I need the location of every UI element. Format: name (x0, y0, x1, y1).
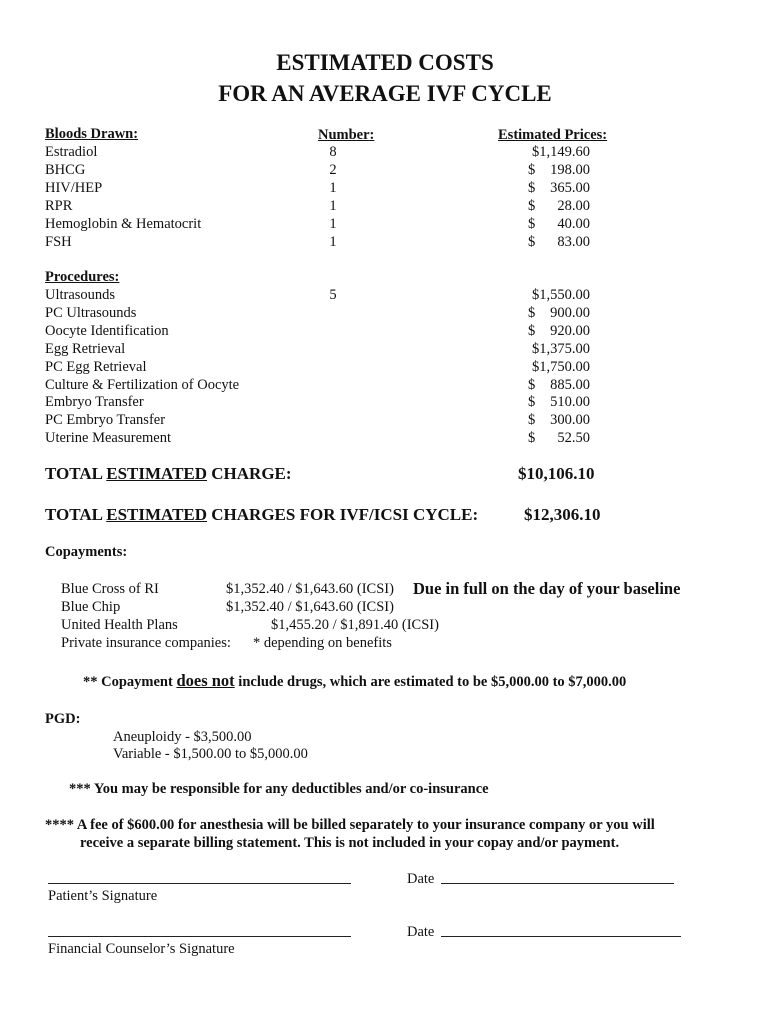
item-name: RPR (45, 197, 73, 214)
price-amount: 920.00 (550, 322, 590, 339)
counselor-signature-line[interactable] (48, 936, 351, 937)
price-amount: 52.50 (557, 430, 590, 447)
table-row (0, 162, 770, 180)
counselor-signature-label: Financial Counselor’s Signature (48, 941, 235, 957)
page-title: ESTIMATED COSTS (276, 50, 494, 75)
counselor-date-line[interactable] (441, 936, 681, 937)
date-label: Date (407, 871, 435, 887)
price-amount: $1,375.00 (532, 340, 590, 357)
bloods-header: Bloods Drawn: (45, 126, 139, 142)
table-row (0, 198, 770, 216)
copay-name: Blue Chip (61, 599, 121, 615)
price-amount: $1,750.00 (532, 358, 590, 375)
item-number: 1 (329, 179, 337, 196)
copay-value: * depending on benefits (253, 635, 392, 651)
price-amount: 885.00 (550, 376, 590, 393)
copay-name: Private insurance companies: (61, 635, 231, 651)
dollar-sign: $ (528, 179, 536, 196)
item-number: 8 (329, 144, 337, 160)
item-name: Oocyte Identification (45, 322, 169, 339)
copay-name: United Health Plans (61, 617, 178, 633)
patient-signature-label: Patient’s Signature (48, 888, 158, 904)
table-row (0, 323, 770, 341)
item-name: PC Egg Retrieval (45, 358, 147, 375)
deductibles-note: *** You may be responsible for any deductibles and/or co-insurance (69, 781, 489, 797)
item-name: Ultrasounds (45, 287, 116, 303)
pgd-variable: Variable - $1,500.00 to $5,000.00 (113, 746, 308, 762)
dollar-sign: $ (528, 197, 536, 214)
anesthesia-note-line1: **** A fee of $600.00 for anesthesia will be billed separately to your insurance company or you will (45, 817, 655, 833)
item-name: FSH (45, 233, 72, 250)
dollar-sign: $ (528, 376, 536, 393)
dollar-sign: $ (528, 215, 536, 232)
copay-drug-note: ** Copayment does not include drugs, which are estimated to be $5,000.00 to $7,000.00 (83, 671, 627, 690)
number-header: Number: (318, 127, 375, 143)
table-row (0, 234, 770, 252)
table-row (0, 305, 770, 323)
price-header: Estimated Prices: (498, 127, 608, 143)
table-row (0, 359, 770, 377)
table-row (0, 287, 770, 305)
item-name: PC Ultrasounds (45, 304, 137, 321)
anesthesia-note-line2: receive a separate billing statement. This is not included in your copay and/or payment. (80, 835, 620, 851)
page-subtitle: FOR AN AVERAGE IVF CYCLE (218, 81, 552, 106)
dollar-sign: $ (528, 322, 536, 339)
dollar-sign: $ (528, 233, 536, 250)
price-amount: $1,149.60 (532, 144, 590, 160)
price-amount: 365.00 (550, 179, 590, 196)
copay-name: Blue Cross of RI (61, 581, 159, 597)
patient-date-line[interactable] (441, 883, 674, 884)
item-name: BHCG (45, 161, 86, 178)
copay-value: $1,352.40 / $1,643.60 (ICSI) (226, 599, 394, 615)
copay-value: $1,352.40 / $1,643.60 (ICSI) (226, 581, 394, 597)
copay-value: $1,455.20 / $1,891.40 (ICSI) (271, 617, 439, 633)
table-row (0, 216, 770, 234)
total-estimated-charge-value: $10,106.10 (518, 464, 595, 483)
price-amount: 900.00 (550, 304, 590, 321)
item-name: Embryo Transfer (45, 394, 144, 411)
item-name: Culture & Fertilization of Oocyte (45, 376, 240, 393)
dollar-sign: $ (528, 394, 536, 411)
table-row (0, 341, 770, 359)
table-row (0, 377, 770, 395)
dollar-sign: $ (528, 412, 536, 429)
date-label: Date (407, 924, 435, 940)
item-number: 5 (329, 287, 337, 303)
item-name: Estradiol (45, 144, 98, 160)
item-number: 1 (329, 215, 337, 232)
procedures-header: Procedures: (45, 269, 120, 285)
copayments-header: Copayments: (45, 544, 128, 560)
price-amount: 40.00 (557, 215, 590, 232)
total-ivf-icsi-label: TOTAL ESTIMATED CHARGES FOR IVF/ICSI CYCLE: (45, 505, 479, 524)
dollar-sign: $ (528, 304, 536, 321)
price-amount: $1,550.00 (532, 287, 590, 303)
item-name: Egg Retrieval (45, 340, 126, 357)
total-estimated-charge-label: TOTAL ESTIMATED CHARGE: (45, 464, 292, 483)
item-number: 1 (329, 233, 337, 250)
item-name: Hemoglobin & Hematocrit (45, 215, 202, 232)
price-amount: 300.00 (550, 412, 590, 429)
due-in-full-note: Due in full on the day of your baseline (413, 579, 681, 598)
dollar-sign: $ (528, 430, 536, 447)
table-row (0, 394, 770, 412)
procedures-header-row (0, 269, 770, 287)
dollar-sign: $ (528, 161, 536, 178)
pgd-aneuploidy: Aneuploidy - $3,500.00 (113, 729, 252, 745)
price-amount: 510.00 (550, 394, 590, 411)
table-row (0, 430, 770, 448)
item-name: HIV/HEP (45, 179, 103, 196)
price-amount: 28.00 (557, 197, 590, 214)
total-ivf-icsi-value: $12,306.10 (524, 505, 601, 524)
table-row (0, 412, 770, 430)
price-amount: 83.00 (557, 233, 590, 250)
bloods-header-row (0, 126, 770, 144)
item-number: 2 (329, 161, 337, 178)
patient-signature-line[interactable] (48, 883, 351, 884)
price-amount: 198.00 (550, 161, 590, 178)
table-row (0, 144, 770, 162)
table-row (0, 180, 770, 198)
pgd-header: PGD: (45, 711, 81, 727)
item-number: 1 (329, 197, 337, 214)
item-name: Uterine Measurement (45, 430, 172, 447)
item-name: PC Embryo Transfer (45, 412, 166, 429)
